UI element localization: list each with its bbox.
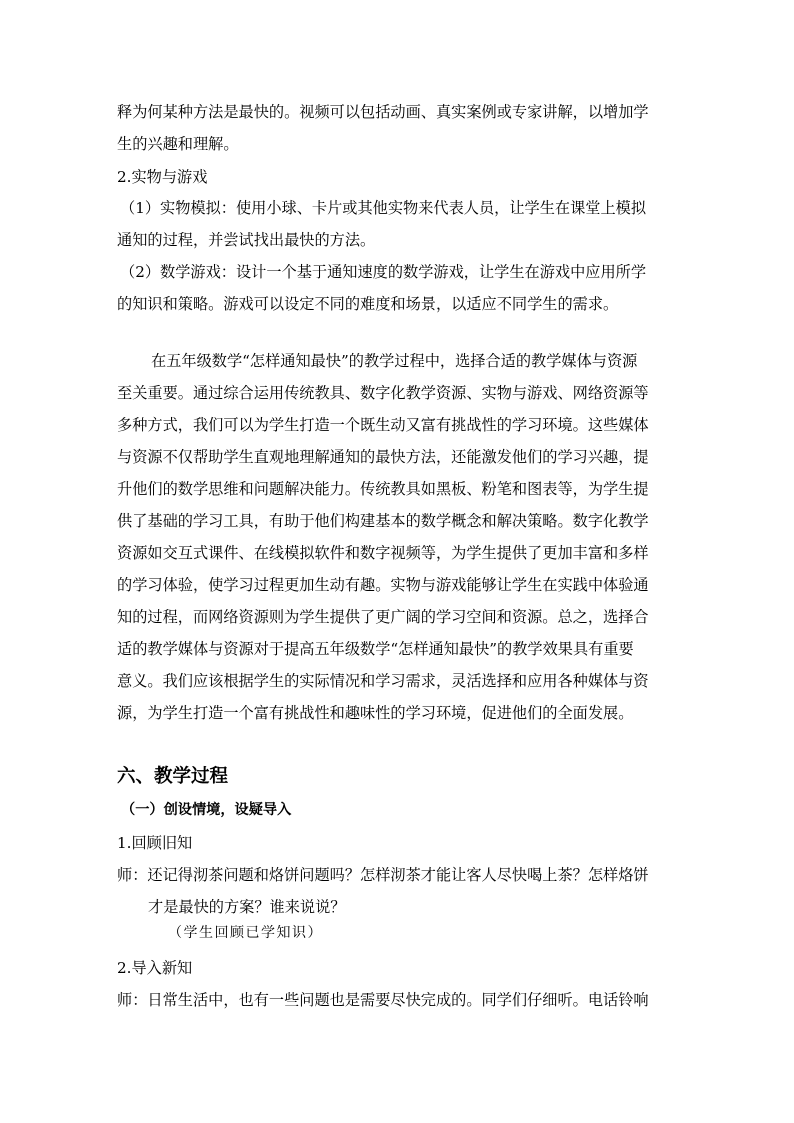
teacher1-line-1: 师：还记得沏茶问题和烙饼问题吗？怎样沏茶才能让客人尽快喝上茶？怎样烙饼 [117,866,649,884]
summary-line-7: 资源如交互式课件、在线模拟软件和数字视频等，为学生提供了更加丰富和多样 [117,544,649,562]
summary-line-5: 升他们的数学思维和问题解决能力。传统教具如黑板、粉笔和图表等，为学生提 [117,480,649,498]
teacher2-line-1: 师：日常生活中，也有一些问题也是需要尽快完成的。同学们仔细听。电话铃响 [117,991,649,1009]
intro-line-2: 生的兴趣和理解。 [117,135,239,153]
summary-line-10: 适的教学媒体与资源对于提高五年级数学“怎样通知最快”的教学效果具有重要 [117,640,634,658]
summary-line-12: 源，为学生打造一个富有挑战性和趣味性的学习环境，促进他们的全面发展。 [117,704,634,722]
item1-line-2: 通知的过程，并尝试找出最快的方法。 [117,231,376,249]
summary-line-2: 至关重要。通过综合运用传统教具、数字化教学资源、实物与游戏、网络资源等 [117,384,649,402]
teacher1-line-2: 才是最快的方案？谁来说说？ [148,898,346,916]
summary-line-8: 的学习体验，使学习过程更加生动有趣。实物与游戏能够让学生在实践中体验通 [117,576,649,594]
section-title-objects-games: 2.实物与游戏 [117,168,208,186]
summary-line-9: 知的过程，而网络资源则为学生提供了更广阔的学习空间和资源。总之，选择合 [117,608,649,626]
intro-line-1: 释为何某种方法是最快的。视频可以包括动画、真实案例或专家讲解，以增加学 [117,103,649,121]
heading-create-situation: （一）创设情境，设疑导入 [121,802,292,818]
summary-line-4: 与资源不仅帮助学生直观地理解通知的最快方法，还能激发他们的学习兴趣，提 [117,448,649,466]
item2-line-2: 的知识和策略。游戏可以设定不同的难度和场景，以适应不同学生的需求。 [117,295,619,313]
step1-title: 1.回顾旧知 [117,834,193,852]
summary-line-1: 在五年级数学“怎样通知最快”的教学过程中，选择合适的教学媒体与资源 [151,352,638,370]
summary-line-3: 多种方式，我们可以为学生打造一个既生动又富有挑战性的学习环境。这些媒体 [117,416,649,434]
student-note: （学生回顾已学知识） [168,925,323,941]
heading-teaching-process: 六、教学过程 [117,766,229,787]
item2-line-1: （2）数学游戏：设计一个基于通知速度的数学游戏，让学生在游戏中应用所学 [120,263,647,281]
item1-line-1: （1）实物模拟：使用小球、卡片或其他实物来代表人员，让学生在课堂上模拟 [120,199,647,217]
summary-line-11: 意义。我们应该根据学生的实际情况和学习需求，灵活选择和应用各种媒体与资 [117,672,649,690]
summary-line-6: 供了基础的学习工具，有助于他们构建基本的数学概念和解决策略。数字化教学 [117,512,649,530]
step2-title: 2.导入新知 [117,959,193,977]
